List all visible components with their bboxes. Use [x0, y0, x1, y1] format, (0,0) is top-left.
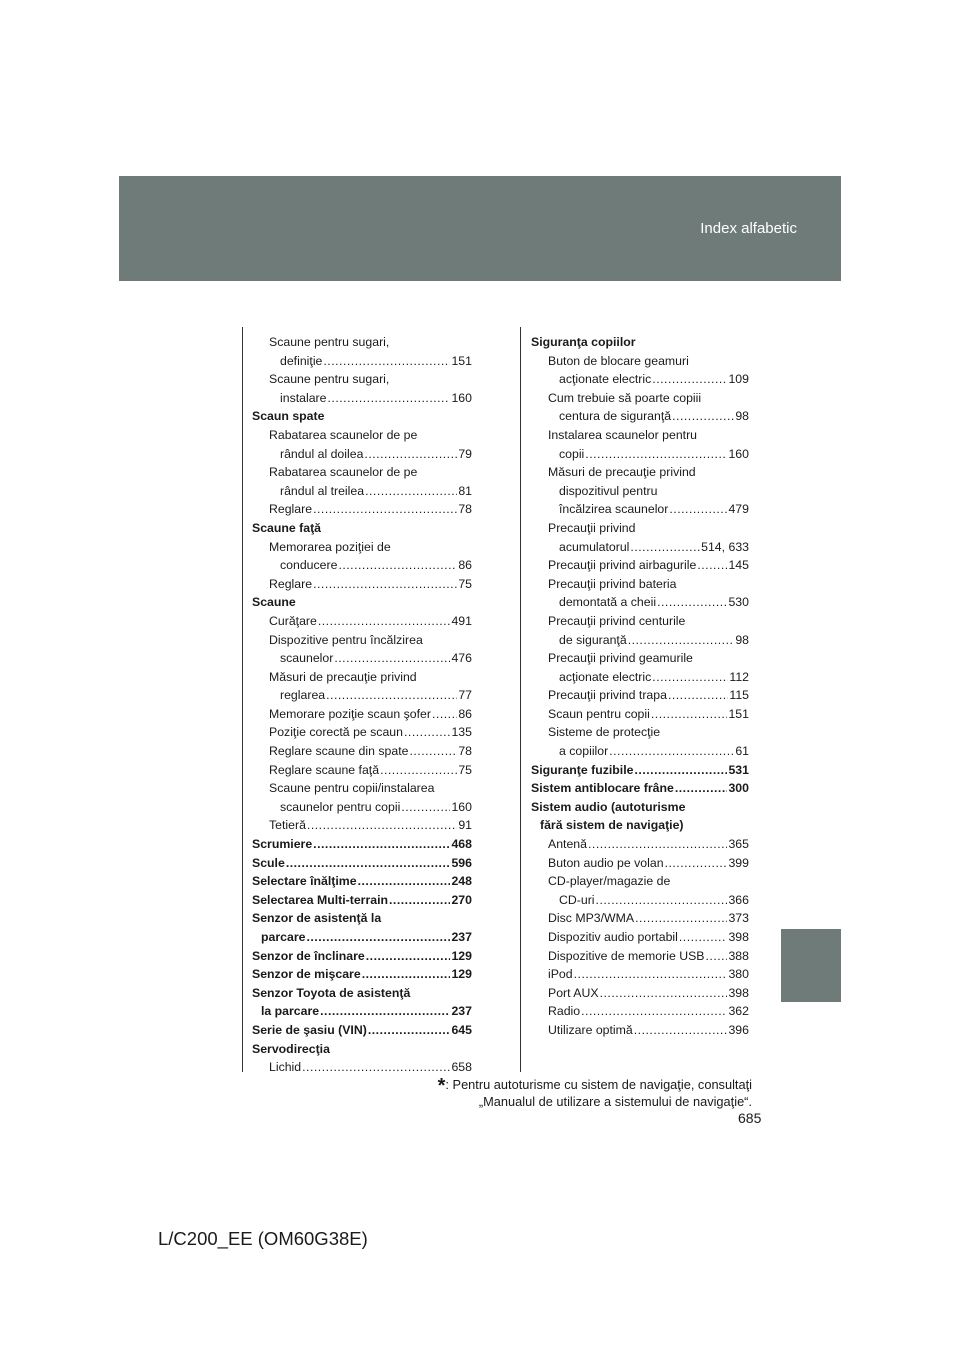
entry-leader-dots — [652, 370, 727, 389]
entry-page: 658 — [451, 1060, 472, 1075]
entry-leader-dots — [630, 538, 700, 557]
entry-page: 78 — [458, 744, 472, 759]
entry-leader-dots — [389, 891, 450, 910]
entry-leader-dots — [432, 705, 457, 724]
index-entry — [531, 612, 749, 631]
index-entry — [531, 463, 749, 482]
index-entry — [531, 1002, 749, 1021]
entry-page: 79 — [458, 446, 472, 461]
entry-page: 596 — [451, 855, 472, 870]
entry-text: instalare — [280, 390, 327, 405]
index-entry — [531, 779, 749, 798]
index-entry — [252, 686, 472, 705]
entry-leader-dots — [380, 761, 457, 780]
entry-text: Poziţie corectă pe scaun — [269, 725, 403, 740]
index-entry — [531, 798, 749, 817]
entry-text: centura de siguranţă — [559, 409, 672, 424]
entry-text: încălzirea scaunelor — [559, 502, 669, 517]
entry-text: Reglare — [269, 576, 313, 591]
entry-leader-dots — [364, 445, 457, 464]
entry-leader-dots — [596, 891, 728, 910]
index-entry — [252, 463, 472, 482]
entry-page: 129 — [451, 967, 472, 982]
entry-leader-dots — [600, 984, 728, 1003]
entry-text: Scaun pentru copii — [548, 706, 650, 721]
index-entry — [531, 984, 749, 1003]
index-entry — [252, 891, 472, 910]
index-entry — [252, 798, 472, 817]
entry-text: Reglare scaune faţă — [269, 762, 380, 777]
index-entry — [531, 407, 749, 426]
entry-page: 77 — [458, 688, 472, 703]
entry-leader-dots — [327, 389, 450, 408]
entry-leader-dots — [665, 854, 728, 873]
entry-text: Precauţii privind bateria — [548, 576, 677, 591]
index-entry — [252, 723, 472, 742]
entry-text: Curăţare — [269, 613, 317, 628]
entry-leader-dots — [628, 631, 735, 650]
index-entry — [531, 1021, 749, 1040]
index-entry — [531, 668, 749, 687]
index-entry — [252, 631, 472, 650]
entry-leader-dots — [366, 947, 451, 966]
entry-page: 373 — [728, 911, 749, 926]
index-entry — [531, 649, 749, 668]
entry-text: Scaun spate — [252, 409, 325, 424]
entry-leader-dots — [362, 965, 451, 984]
index-entry — [252, 779, 472, 798]
entry-text: Memorare poziţie scaun şofer — [269, 706, 431, 721]
entry-text: iPod — [548, 967, 573, 982]
index-entry — [252, 519, 472, 538]
index-entry — [252, 835, 472, 854]
entry-text: Selectare înălţime — [252, 874, 357, 889]
entry-leader-dots — [581, 1002, 727, 1021]
entry-page: 86 — [458, 706, 472, 721]
index-entry — [531, 519, 749, 538]
entry-leader-dots — [679, 928, 728, 947]
index-entry — [252, 668, 472, 687]
entry-page: 531 — [728, 762, 749, 777]
index-entry — [531, 556, 749, 575]
entry-page: 491 — [451, 613, 472, 628]
entry-leader-dots — [334, 649, 450, 668]
entry-text: Dispozitiv audio portabil — [548, 930, 678, 944]
entry-page: 396 — [728, 1022, 749, 1037]
entry-text: rândul al doilea — [280, 446, 364, 461]
entry-leader-dots — [668, 686, 728, 705]
entry-leader-dots — [609, 742, 734, 761]
index-entry — [252, 500, 472, 519]
entry-text: Senzor de asistenţă la — [252, 911, 382, 926]
entry-page: 476 — [451, 651, 472, 666]
index-entry — [531, 482, 749, 501]
entry-text: Precauţii privind airbagurile — [548, 558, 697, 573]
entry-text: acţionate electric — [559, 669, 652, 684]
entry-text: Tetieră — [269, 818, 306, 833]
index-entry — [531, 426, 749, 445]
entry-page: 145 — [728, 558, 749, 573]
footnote-text-1: : Pentru autoturisme cu sistem de navigaţie, consultaţi — [445, 1077, 752, 1092]
entry-text: Disc MP3/WMA — [548, 911, 635, 926]
entry-text: Buton de blocare geamuri — [548, 353, 689, 368]
entry-page: 399 — [728, 855, 749, 870]
entry-text: acumulatorul — [559, 539, 630, 554]
index-entry — [531, 835, 749, 854]
index-entry — [531, 965, 749, 984]
entry-text: scaunelor — [280, 651, 334, 666]
entry-text: Scaune pentru sugari, — [269, 372, 390, 387]
entry-text: fără sistem de navigaţie) — [540, 818, 684, 833]
entry-text: CD-uri — [559, 892, 595, 907]
index-entry — [531, 891, 749, 910]
index-entry — [531, 686, 749, 705]
entry-text: la parcare — [261, 1004, 320, 1019]
entry-text: de siguranţă — [559, 632, 627, 647]
entry-text: demontată a cheii — [559, 595, 657, 610]
entry-text: Radio — [548, 1004, 581, 1019]
entry-text: reglarea — [280, 688, 326, 703]
index-entry — [252, 352, 472, 371]
entry-text: Precauţii privind trapa — [548, 688, 667, 703]
entry-text: parcare — [261, 930, 306, 944]
entry-page: 237 — [451, 1004, 472, 1019]
column-divider-left — [242, 327, 243, 1072]
entry-page: 109 — [728, 372, 749, 387]
entry-text: Sisteme de protecţie — [548, 725, 661, 740]
index-entry — [531, 333, 749, 352]
index-entry — [531, 909, 749, 928]
entry-page: 479 — [728, 502, 749, 517]
entry-text: Scaune — [252, 595, 296, 610]
entry-page: 530 — [728, 595, 749, 610]
entry-leader-dots — [365, 482, 457, 501]
entry-leader-dots — [635, 909, 727, 928]
entry-text: Siguranţe fuzibile — [531, 762, 634, 777]
entry-page: 75 — [458, 762, 472, 777]
entry-page: 237 — [451, 930, 472, 944]
entry-page: 300 — [728, 781, 749, 796]
index-entry — [531, 500, 749, 519]
index-entry — [252, 612, 472, 631]
entry-leader-dots — [358, 872, 451, 891]
index-entry — [252, 407, 472, 426]
entry-page: 160 — [728, 446, 749, 461]
entry-page: 61 — [735, 744, 749, 759]
index-entry — [252, 872, 472, 891]
entry-page: 75 — [458, 576, 472, 591]
entry-page: 151 — [451, 353, 472, 368]
entry-leader-dots — [404, 723, 450, 742]
index-entry — [252, 1021, 472, 1040]
index-entry — [531, 593, 749, 612]
entry-text: Instalarea scaunelor pentru — [548, 427, 698, 442]
entry-text: Memorarea poziţiei de — [269, 539, 391, 554]
entry-text: Reglare — [269, 502, 313, 517]
entry-text: Reglare scaune din spate — [269, 744, 409, 759]
index-entry — [252, 909, 472, 928]
entry-leader-dots — [320, 1002, 450, 1021]
entry-text: rândul al treilea — [280, 483, 365, 498]
entry-text: Lichid — [269, 1060, 302, 1075]
index-entry — [252, 1002, 472, 1021]
entry-page: 248 — [451, 874, 472, 889]
index-entry — [252, 445, 472, 464]
entry-page: 398 — [728, 930, 749, 944]
entry-text: Sistem antiblocare frâne — [531, 781, 674, 796]
entry-leader-dots — [634, 1021, 728, 1040]
entry-leader-dots — [652, 668, 728, 687]
entry-text: Precauţii privind — [548, 520, 636, 535]
entry-text: Port AUX — [548, 985, 599, 1000]
entry-text: Selectarea Multi-terrain — [252, 892, 388, 907]
entry-page: 91 — [458, 818, 472, 833]
entry-text: Senzor Toyota de asistenţă — [252, 985, 411, 1000]
chapter-tab — [781, 929, 841, 1002]
index-entry — [252, 538, 472, 557]
entry-text: definiţie — [280, 353, 323, 368]
index-entry — [252, 370, 472, 389]
entry-text: Sistem audio (autoturisme — [531, 799, 686, 814]
entry-page: 135 — [451, 725, 472, 740]
footnote-marker: * — [437, 1075, 446, 1097]
index-entry — [252, 556, 472, 575]
entry-page: 388 — [728, 948, 749, 963]
entry-page: 115 — [729, 688, 749, 703]
entry-text: scaunelor pentru copii — [280, 799, 401, 814]
document-code: L/C200_EE (OM60G38E) — [158, 1228, 368, 1249]
entry-text: dispozitivul pentru — [559, 483, 658, 498]
index-entry — [531, 575, 749, 594]
index-entry — [252, 389, 472, 408]
entry-leader-dots — [585, 445, 727, 464]
entry-leader-dots — [672, 407, 734, 426]
entry-leader-dots — [326, 686, 457, 705]
entry-page: 270 — [451, 892, 472, 907]
entry-page: 398 — [728, 985, 749, 1000]
header-band — [119, 176, 841, 281]
index-entry — [252, 593, 472, 612]
index-entry — [252, 649, 472, 668]
index-column-right — [531, 333, 749, 1040]
entry-text: Cum trebuie să poarte copiii — [548, 390, 702, 405]
index-entry — [531, 352, 749, 371]
entry-page: 468 — [451, 837, 472, 852]
entry-page: 151 — [728, 706, 749, 721]
entry-page: 160 — [451, 799, 472, 814]
entry-leader-dots — [706, 947, 728, 966]
index-entry — [252, 742, 472, 761]
entry-page: 112 — [729, 669, 749, 684]
index-entry — [252, 984, 472, 1003]
entry-leader-dots — [286, 854, 451, 873]
entry-leader-dots — [697, 556, 727, 575]
entry-page: 645 — [451, 1022, 472, 1037]
entry-text: Siguranţa copiilor — [531, 335, 636, 349]
index-entry — [531, 816, 749, 835]
entry-text: Scule — [252, 855, 285, 870]
entry-leader-dots — [675, 779, 728, 798]
entry-page: 98 — [735, 632, 749, 647]
index-entry — [531, 928, 749, 947]
entry-text: acţionate electric — [559, 372, 652, 387]
entry-leader-dots — [307, 816, 457, 835]
index-entry — [531, 947, 749, 966]
entry-page: 362 — [728, 1004, 749, 1019]
entry-leader-dots — [574, 965, 728, 984]
entry-leader-dots — [409, 742, 457, 761]
entry-page: 380 — [728, 967, 749, 982]
entry-leader-dots — [368, 1021, 451, 1040]
entry-text: Rabatarea scaunelor de pe — [269, 427, 418, 442]
entry-text: Serie de şasiu (VIN) — [252, 1022, 367, 1037]
index-entry — [531, 538, 749, 557]
entry-text: copii — [559, 446, 585, 461]
entry-text: a copiilor — [559, 744, 609, 759]
index-entry — [252, 1058, 472, 1077]
entry-leader-dots — [651, 705, 728, 724]
entry-text: conducere — [280, 558, 338, 573]
entry-page: 86 — [458, 558, 472, 573]
entry-leader-dots — [657, 593, 727, 612]
entry-text: Scaune pentru sugari, — [269, 335, 390, 349]
entry-text: Precauţii privind geamurile — [548, 651, 693, 666]
entry-leader-dots — [669, 500, 727, 519]
entry-text: CD-player/magazie de — [548, 874, 671, 889]
entry-leader-dots — [313, 500, 457, 519]
index-entry — [252, 333, 472, 352]
footnote-line-1 — [300, 1075, 752, 1097]
entry-leader-dots — [323, 352, 450, 371]
entry-leader-dots — [401, 798, 450, 817]
entry-leader-dots — [588, 835, 727, 854]
entry-text: Măsuri de precauţie privind — [269, 669, 417, 684]
entry-page: 81 — [458, 483, 472, 498]
entry-page: 514, 633 — [701, 539, 749, 554]
footnote — [300, 1077, 752, 1110]
index-entry — [252, 575, 472, 594]
entry-page: 366 — [728, 892, 749, 907]
index-entry — [531, 389, 749, 408]
index-entry — [252, 965, 472, 984]
entry-leader-dots — [306, 928, 450, 947]
entry-text: Buton audio pe volan — [548, 855, 664, 870]
index-entry — [531, 370, 749, 389]
index-entry — [252, 482, 472, 501]
entry-page: 78 — [458, 502, 472, 517]
entry-leader-dots — [313, 835, 450, 854]
entry-text: Rabatarea scaunelor de pe — [269, 465, 418, 480]
footnote-text-2: „Manualul de utilizare a sistemului de navigaţie“. — [478, 1094, 752, 1109]
entry-text: Scaune pentru copii/instalarea — [269, 781, 435, 796]
section-title: Index alfabetic — [700, 220, 797, 237]
entry-text: Scrumiere — [252, 837, 313, 852]
entry-page: 129 — [451, 948, 472, 963]
index-entry — [252, 761, 472, 780]
entry-page: 98 — [735, 409, 749, 424]
index-entry — [252, 816, 472, 835]
index-column-left — [252, 333, 472, 1077]
entry-leader-dots — [313, 575, 457, 594]
page-number: 685 — [738, 1110, 762, 1126]
index-entry — [531, 723, 749, 742]
entry-leader-dots — [338, 556, 457, 575]
index-entry — [531, 854, 749, 873]
entry-leader-dots — [634, 761, 727, 780]
column-divider-center — [520, 327, 521, 1072]
entry-text: Măsuri de precauţie privind — [548, 465, 696, 480]
index-entry — [531, 761, 749, 780]
entry-text: Senzor de înclinare — [252, 948, 365, 963]
entry-leader-dots — [302, 1058, 450, 1077]
index-entry — [252, 928, 472, 947]
index-entry — [252, 426, 472, 445]
entry-text: Dispozitive de memorie USB — [548, 948, 705, 963]
entry-text: Utilizare optimă — [548, 1022, 633, 1037]
index-entry — [252, 705, 472, 724]
index-entry — [252, 947, 472, 966]
index-entry — [531, 631, 749, 650]
index-entry — [531, 742, 749, 761]
index-entry — [252, 1040, 472, 1059]
entry-page: 160 — [451, 390, 472, 405]
entry-text: Antenă — [548, 837, 587, 852]
index-entry — [531, 705, 749, 724]
entry-text: Servodirecţia — [252, 1041, 330, 1056]
index-entry — [252, 854, 472, 873]
entry-text: Senzor de mişcare — [252, 967, 361, 982]
entry-leader-dots — [318, 612, 451, 631]
entry-text: Dispozitive pentru încălzirea — [269, 632, 423, 647]
index-entry — [531, 872, 749, 891]
entry-page: 365 — [728, 837, 749, 852]
entry-text: Scaune faţă — [252, 520, 322, 535]
index-entry — [531, 445, 749, 464]
entry-text: Precauţii privind centurile — [548, 613, 686, 628]
